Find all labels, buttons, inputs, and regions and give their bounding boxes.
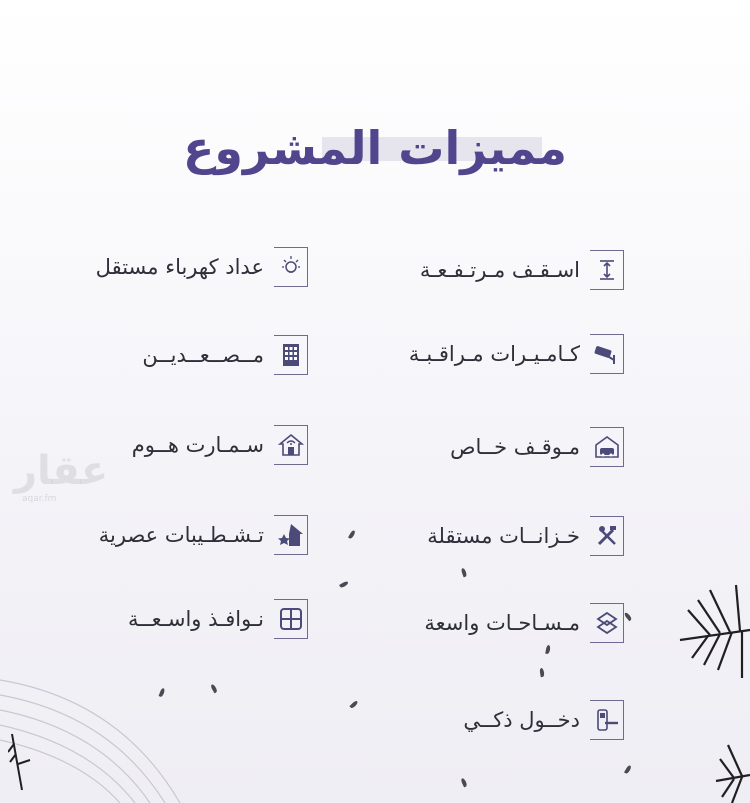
leaf-decoration-left [8,732,34,792]
light-bulb-icon [274,247,308,287]
elevator-building-icon [274,335,308,375]
title-area [0,108,750,188]
palm-leaf-decoration-bottom [712,735,750,803]
palm-leaf-decoration [670,570,750,680]
feature-cameras [409,332,624,376]
petal-decoration [348,530,356,540]
security-camera-icon [590,334,624,374]
feature-label: مـسـاحـات واسعة [424,611,580,635]
petal-decoration [539,668,545,678]
feature-modern-finishing [99,513,308,557]
feature-high-ceilings [420,248,624,292]
feature-smart-home [132,423,308,467]
feature-label: مـوقـف خــاص [450,435,580,459]
private-parking-icon [590,427,624,467]
page-title: مميزات المشروع [182,121,568,175]
decorative-arcs [0,640,240,803]
spacious-area-icon [590,603,624,643]
window-icon [274,599,308,639]
petal-decoration [339,581,349,589]
feature-label: سـمـارت هــوم [131,433,264,457]
ceiling-height-icon [590,250,624,290]
feature-label: كـامـيـرات مـراقـبـة [408,342,580,366]
petal-decoration [460,778,467,788]
feature-label: مــصــعــديــن [142,343,264,367]
petal-decoration [624,765,632,775]
feature-label: خـزانــات مستقلة [427,524,580,548]
water-tank-tools-icon [590,516,624,556]
feature-smart-entry [463,698,624,742]
smart-home-icon [274,425,308,465]
petal-decoration [545,645,551,655]
feature-label: دخــول ذكــي [463,708,580,732]
feature-windows [128,597,308,641]
feature-spacious [424,601,624,645]
feature-elevators [142,333,308,377]
smart-lock-icon [590,700,624,740]
feature-label: نـوافـذ واسـعــة [128,607,264,631]
watermark-url: aqar.fm [22,494,57,504]
feature-label: اسـقـف مـرتـفـعـة [419,258,580,282]
petal-decoration [349,700,358,709]
modern-finishing-icon [274,515,308,555]
petal-decoration [461,568,468,578]
feature-label: تـشـطـيبات عصرية [98,523,264,547]
feature-electric-meter [96,245,308,289]
feature-tanks [427,514,624,558]
feature-parking [450,425,624,469]
petal-decoration [624,612,633,621]
watermark-logo: عقار [14,448,109,494]
feature-label: عداد كهرباء مستقل [95,255,264,279]
